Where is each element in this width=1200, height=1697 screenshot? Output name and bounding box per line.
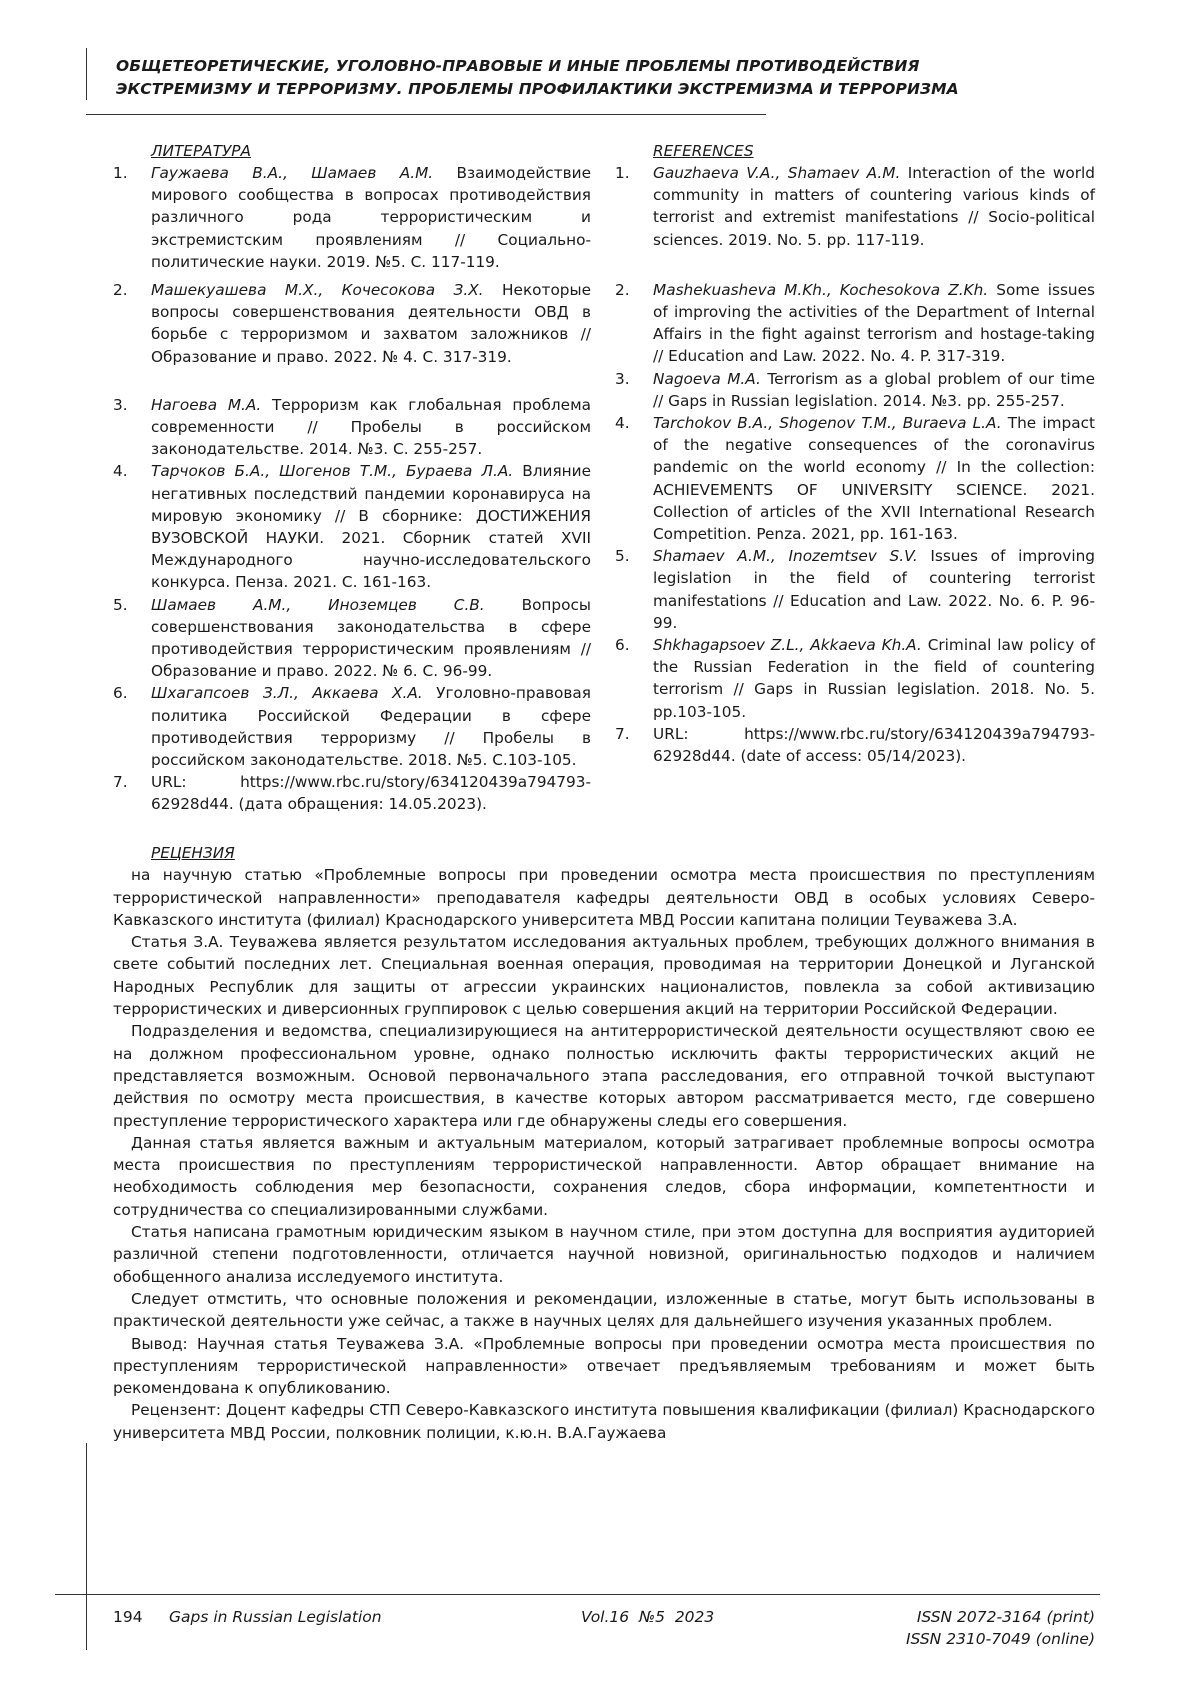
volume-info: Vol.16 №5 2023	[581, 1608, 715, 1626]
references-column	[615, 140, 1095, 767]
reference-item	[615, 279, 1095, 368]
literature-item-number: 4.	[113, 462, 128, 481]
reference-item-number: 3.	[615, 369, 630, 388]
literature-item-text: Уголовно-правовая политика Российской Федерации в сфере противодействия терроризму // Пробелы в российском законодательстве. 2018. №5. С.103-105.	[151, 684, 591, 770]
literature-item	[113, 594, 591, 683]
left-rule-top	[86, 48, 87, 100]
literature-item	[113, 682, 591, 771]
issn-online: ISSN 2310-7049 (online)	[905, 1630, 1095, 1648]
review-paragraph: Следует отмстить, что основные положения и рекомендации, изложенные в статье, могут быть использованы в практической деятельности уже сейчас, а также в научных целях для дальнейшего изучения указанных проблем.	[113, 1289, 1095, 1331]
literature-item-number: 5.	[113, 595, 128, 614]
reference-item	[615, 545, 1095, 634]
literature-item-authors: Шхагапсоев З.Л., Аккаева Х.А.	[151, 684, 423, 703]
literature-item-text: Взаимодействие мирового сообщества в вопросах противодействия различного рода террористическим и экстремистским проявлениям // Социально-политические науки. 2019. №5. С. 117-119.	[151, 164, 591, 271]
literature-item-number: 2.	[113, 281, 128, 300]
footer-left-rule	[86, 1594, 87, 1650]
reference-item-text: Some issues of improving the activities of the Department of Internal Affairs in the fight against terrorism and hostage-taking // Education and Law. 2022. No. 4. P. 317-319.	[653, 280, 1095, 366]
reference-item-text: The impact of the negative consequences of the coronavirus pandemic on the world economy // In the collection: ACHIEVEMENTS OF UNIVERSITY SCIENCE. 2021. Collection of articles of the XVII International Research Competition. Penza. 2021, pp. 161-163.	[653, 414, 1095, 544]
reference-item-number: 5.	[615, 547, 630, 566]
review-paragraph: Вывод: Научная статья Теуважева З.А. «Проблемные вопросы при проведении осмотра места происшествия по преступлениям террористической направленности» отвечает предъявляемым требованиям и может быть рекомендована к опубликованию.	[113, 1334, 1095, 1398]
literature-item-number: 6.	[113, 684, 128, 703]
literature-item-number: 1.	[113, 164, 128, 182]
issn-block	[906, 1606, 1095, 1650]
review-title: РЕЦЕНЗИЯ	[151, 844, 235, 862]
reference-item-number: 2.	[615, 280, 630, 299]
running-header	[116, 55, 1116, 101]
reference-item-authors: Shkhagapsoev Z.L., Akkaeva Kh.A.	[653, 636, 922, 655]
header-line-2: ЭКСТРЕМИЗМУ И ТЕРРОРИЗМУ. ПРОБЛЕМЫ ПРОФИЛАКТИКИ ЭКСТРЕМИЗМА И ТЕРРОРИЗМА	[116, 80, 959, 98]
header-rule	[86, 114, 766, 115]
reference-item	[615, 723, 1095, 767]
reference-item-text: Interaction of the world community in matters of countering various kinds of terrorist and extremist manifestations // Socio-political sciences. 2019. No. 5. pp. 117-119.	[653, 164, 1095, 249]
review-paragraph: Данная статья является важным и актуальным материалом, который затрагивает проблемные вопросы осмотра места происшествия по преступлениям террористической направленности. Автор обращает внимание на необходимость соблюдения мер безопасности, сохранения следов, сбора информации, компетентности и сотрудничества со специализированными службами.	[113, 1133, 1095, 1219]
references-title: REFERENCES	[653, 142, 754, 160]
review-paragraph: Статья написана грамотным юридическим языком в научном стиле, при этом доступна для восприятия аудиторией различной степени подготовленности, отличается научной новизной, оригинальностью подходов и наличием обобщенного анализа исследуемого института.	[113, 1223, 1095, 1286]
review-paragraph: Рецензент: Доцент кафедры СТП Северо-Кавказского института повышения квалификации (филиал) Краснодарского университета МВД России, полковник полиции, к.ю.н. В.А.Гаужаева	[113, 1401, 1095, 1442]
reference-item-text: Terrorism as a global problem of our time // Gaps in Russian legislation. 2014. №3. pp. 255-257.	[653, 369, 1095, 410]
review-paragraph: Подразделения и ведомства, специализирующиеся на антитеррористической деятельности осуществляют свою ее на должном профессиональном уровне, однако полностью исключить факты террористических акций не представляется возможным. Основой первоначального этапа расследования, его отправной точкой выступают действия по осмотру места происшествия, в качестве которых автором рассматривается место, где совершено преступление террористического характера или где обнаружены следы его совершения.	[113, 1022, 1095, 1130]
page-number: 194	[113, 1608, 143, 1626]
literature-item-text: Влияние негативных последствий пандемии коронавируса на мировую экономику // В сборнике: ДОСТИЖЕНИЯ ВУЗОВСКОЙ НАУКИ. 2021. Сборник статей XVII Международного научно-исследовательского конкурса. Пенза. 2021. С. 161-163.	[151, 462, 591, 592]
literature-column	[113, 140, 591, 816]
literature-item-text: URL: https://www.rbc.ru/story/634120439a794793-62928d44. (дата обращения: 14.05.2023).	[151, 773, 591, 814]
reference-item	[615, 412, 1095, 545]
literature-title: ЛИТЕРАТУРА	[151, 142, 251, 160]
literature-item-authors: Тарчоков Б.А., Шогенов Т.М., Бураева Л.А.	[151, 462, 514, 481]
reference-item-authors: Gauzhaeva V.A., Shamaev A.M.	[653, 164, 901, 182]
reference-item	[615, 368, 1095, 412]
literature-item	[113, 394, 591, 461]
reference-item-number: 1.	[615, 164, 630, 182]
review-section	[113, 842, 1095, 1444]
reference-item-authors: Mashekuasheva M.Kh., Kochesokova Z.Kh.	[653, 280, 989, 299]
reference-item	[615, 634, 1095, 723]
reference-item-authors: Shamaev A.M., Inozemtsev S.V.	[653, 547, 918, 566]
literature-item	[113, 279, 591, 368]
literature-item-text: Терроризм как глобальная проблема современности // Пробелы в российском законодательстве. 2014. №3. С. 255-257.	[151, 395, 591, 459]
journal-name: Gaps in Russian Legislation	[169, 1608, 382, 1626]
review-paragraph: на научную статью «Проблемные вопросы при проведении осмотра места происшествия по преступлениям террористической направленности» преподавателя кафедры деятельности ОВД в особых условиях Северо-Кавказского института (филиал) Краснодарского университета МВД России капитана полиции Теуважева З.А.	[113, 866, 1095, 929]
literature-item-text: Вопросы совершенствования законодательства в сфере противодействия террористическим проявлениям // Образование и право. 2022. № 6. С. 96-99.	[151, 595, 591, 681]
reference-item-authors: Nagoeva M.A.	[653, 369, 761, 388]
reference-item-number: 6.	[615, 636, 630, 655]
literature-item-authors: Машекуашева М.Х., Кочесокова З.Х.	[151, 281, 484, 300]
review-paragraph: Статья З.А. Теуважева является результатом исследования актуальных проблем, требующих должного внимания в свете событий последних лет. Специальная военная операция, проводимая на территории Донецкой и Луганской Народных Республик для защиты от агрессии украинских националистов, повлекла за собой активизацию террористических и диверсионных группировок с целью совершения акций на территории Российской Федерации.	[113, 933, 1095, 1019]
literature-item-number: 7.	[113, 773, 128, 792]
reference-item-text: Issues of improving legislation in the field of countering terrorist manifestations // Education and Law. 2022. No. 6. P. 96-99.	[653, 547, 1095, 632]
literature-item-authors: Шамаев А.М., Иноземцев С.В.	[151, 595, 485, 614]
reference-item-text: URL: https://www.rbc.ru/story/634120439a794793-62928d44. (date of access: 05/14/2023).	[653, 724, 1095, 766]
footer-rule	[55, 1594, 1100, 1595]
literature-item-authors: Нагоева М.А.	[151, 395, 262, 414]
literature-item-text: Некоторые вопросы совершенствования деятельности ОВД в борьбе с терроризмом и захватом заложников // Образование и право. 2022. № 4. С. 317-319.	[151, 281, 592, 366]
reference-item-number: 7.	[615, 724, 630, 743]
literature-item	[113, 460, 591, 593]
issn-print: ISSN 2072-3164 (print)	[916, 1608, 1095, 1626]
literature-item-authors: Гаужаева В.А., Шамаев А.М.	[151, 164, 434, 182]
reference-item-number: 4.	[615, 414, 630, 433]
reference-item-authors: Tarchokov B.A., Shogenov T.M., Buraeva L.A.	[653, 414, 1002, 433]
reference-item	[615, 162, 1095, 251]
left-rule-bottom	[86, 1443, 87, 1613]
literature-item-number: 3.	[113, 395, 128, 414]
literature-item	[113, 771, 591, 815]
reference-item-text: Criminal law policy of the Russian Federation in the field of countering terrorism // Gaps in Russian legislation. 2018. No. 5. pp.103-105.	[653, 636, 1095, 721]
header-line-1: ОБЩЕТЕОРЕТИЧЕСКИЕ, УГОЛОВНО-ПРАВОВЫЕ И ИНЫЕ ПРОБЛЕМЫ ПРОТИВОДЕЙСТВИЯ	[116, 57, 920, 75]
literature-item	[113, 162, 591, 273]
